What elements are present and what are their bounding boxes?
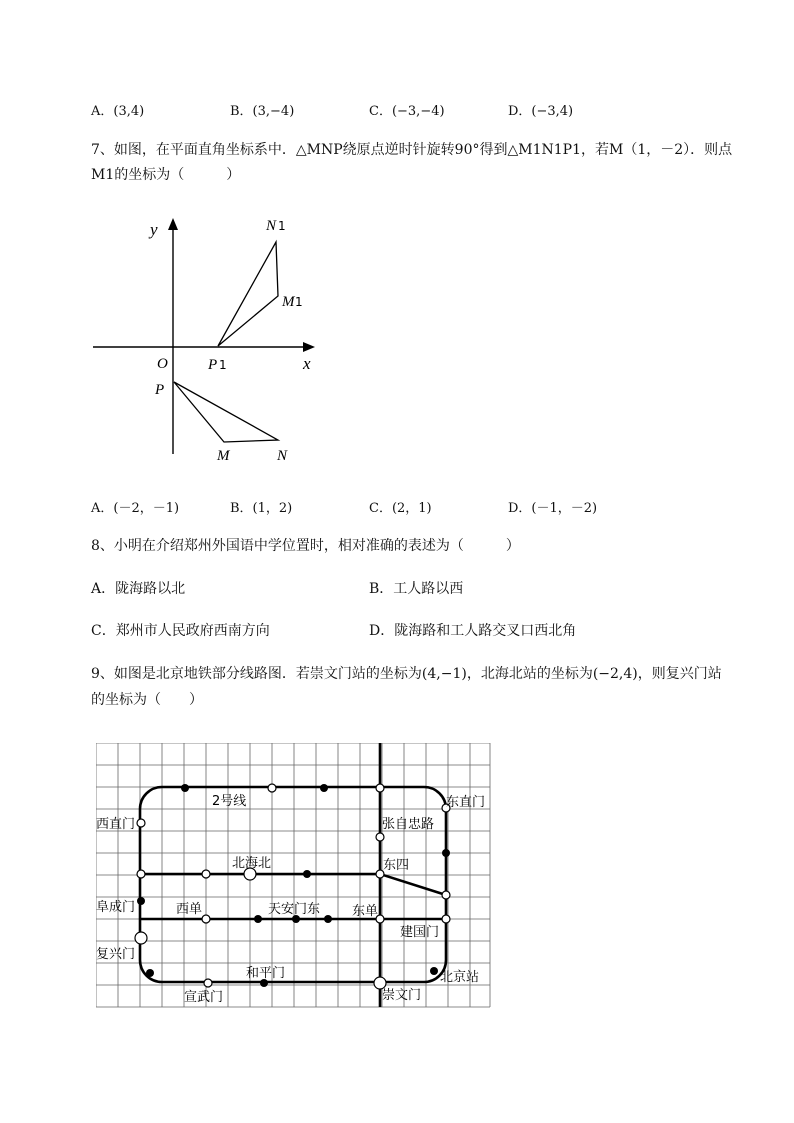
label-dongsi: 东四 bbox=[383, 858, 410, 873]
station-dot bbox=[324, 915, 332, 923]
triangle-mnp bbox=[174, 382, 278, 442]
point-m-label: M bbox=[217, 448, 230, 464]
label-zhangzizhonglu: 张自忠路 bbox=[382, 817, 435, 832]
q6-option-a: A．(3,4) bbox=[91, 104, 145, 119]
label-hepingmen: 和平门 bbox=[246, 966, 286, 981]
station-dot bbox=[303, 870, 311, 878]
label-xuanwumen: 宣武门 bbox=[184, 990, 224, 1005]
q7-stem-line1: 7、如图，在平面直角坐标系中．△MNP绕原点逆时针旋转90°得到△M1N1P1，若M（1，－2）．则点 bbox=[91, 142, 733, 158]
q7-option-c: C．(2，1) bbox=[369, 501, 432, 516]
station-dot bbox=[137, 897, 145, 905]
q6-option-d: D．(−3,4) bbox=[508, 104, 574, 119]
point-p1-sub: 1 bbox=[219, 358, 227, 372]
station-circle bbox=[137, 819, 145, 827]
y-axis-arrow bbox=[168, 218, 178, 230]
label-fuxingmen: 复兴门 bbox=[96, 947, 136, 962]
q9-stem-line2: 的坐标为（ ） bbox=[91, 692, 203, 708]
origin-label: O bbox=[157, 356, 168, 372]
label-jianguomen: 建国门 bbox=[400, 925, 440, 940]
station-dot bbox=[320, 784, 328, 792]
point-p-label: P bbox=[155, 382, 165, 398]
station-dot bbox=[254, 915, 262, 923]
station-circle bbox=[268, 784, 276, 792]
x-axis-arrow bbox=[303, 342, 315, 352]
dongsi-spur bbox=[380, 874, 446, 895]
station-circle bbox=[442, 891, 450, 899]
q9-stem-line1: 9、如图是北京地铁部分线路图．若崇文门站的坐标为(4,−1)，北海北站的坐标为(−2,4)，则复兴门站 bbox=[91, 666, 722, 682]
x-axis-label: x bbox=[303, 354, 311, 373]
station-jianguomen bbox=[442, 915, 450, 923]
station-dot bbox=[430, 967, 438, 975]
station-circle bbox=[376, 833, 384, 841]
q8-option-a: A．陇海路以北 bbox=[91, 581, 186, 597]
q8-option-d: D．陇海路和工人路交叉口西北角 bbox=[369, 623, 577, 639]
q6-option-b: B．(3,−4) bbox=[230, 104, 295, 119]
point-m1-sub: 1 bbox=[295, 295, 303, 309]
station-fuxingmen bbox=[135, 932, 147, 944]
q7-stem-line2: M1的坐标为（ ） bbox=[91, 167, 241, 183]
station-dot bbox=[146, 969, 154, 977]
label-chongwenmen: 崇文门 bbox=[382, 988, 422, 1003]
station-dot bbox=[442, 849, 450, 857]
point-n-label: N bbox=[277, 448, 288, 464]
y-axis-label: y bbox=[150, 220, 158, 239]
station-circle bbox=[137, 870, 145, 878]
point-n1-sub: 1 bbox=[278, 219, 286, 233]
point-n1-label: N bbox=[266, 218, 277, 234]
label-beijingzhan: 北京站 bbox=[440, 970, 480, 985]
label-tiananmendong: 天安门东 bbox=[268, 902, 321, 917]
q7-option-a: A．(－2，－1) bbox=[91, 501, 180, 516]
station-dot bbox=[181, 784, 189, 792]
label-beihaibei: 北海北 bbox=[232, 856, 272, 871]
station-circle bbox=[376, 784, 384, 792]
q7-rotation-figure bbox=[90, 212, 330, 468]
q6-option-c: C．(−3,−4) bbox=[369, 104, 445, 119]
label-fuchengmen: 阜成门 bbox=[96, 900, 136, 915]
point-p1-label: P bbox=[208, 357, 218, 373]
station-circle bbox=[202, 870, 210, 878]
station-xuanwumen bbox=[204, 979, 212, 987]
q7-option-d: D．(－1，－2) bbox=[508, 501, 598, 516]
label-line2: 2号线 bbox=[212, 794, 247, 809]
point-m1-label: M bbox=[282, 294, 295, 310]
label-xidan: 西单 bbox=[176, 902, 203, 917]
q8-option-c: C．郑州市人民政府西南方向 bbox=[91, 623, 270, 639]
label-xizhimen: 西直门 bbox=[96, 817, 136, 832]
q8-stem: 8、小明在介绍郑州外国语中学位置时，相对准确的表述为（ ） bbox=[91, 538, 520, 554]
label-dongdan: 东单 bbox=[352, 904, 379, 919]
q9-subway-map bbox=[96, 743, 492, 1009]
station-xidan bbox=[202, 915, 210, 923]
label-dongzhimen: 东直门 bbox=[446, 795, 486, 810]
q8-option-b: B．工人路以西 bbox=[369, 581, 464, 597]
triangle-m1n1p1 bbox=[218, 242, 278, 346]
q7-option-b: B．(1，2) bbox=[230, 501, 293, 516]
